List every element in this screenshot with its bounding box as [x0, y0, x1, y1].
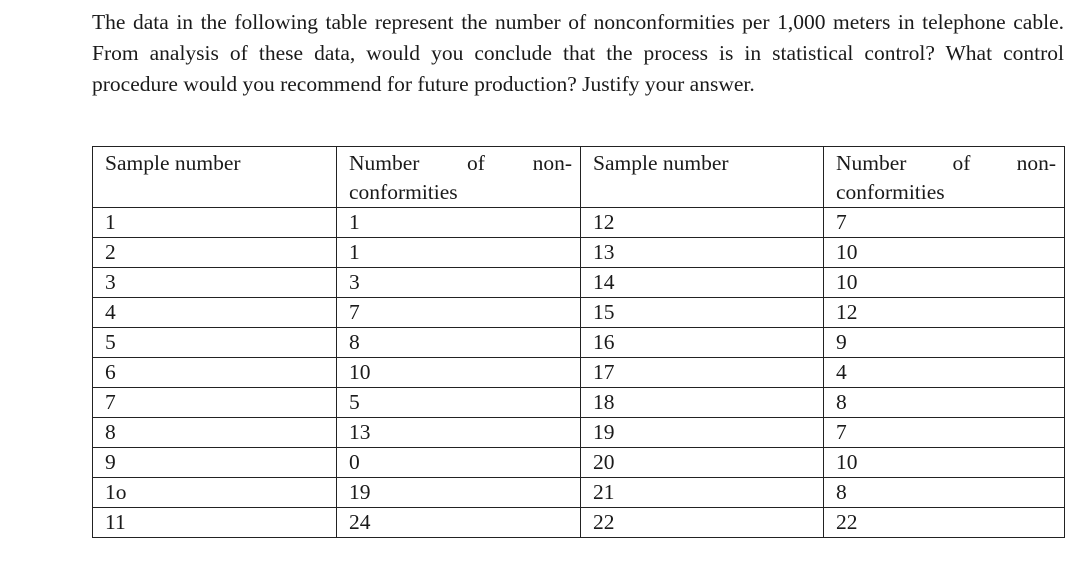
cell-sample-number: 16 — [581, 328, 824, 358]
cell-nonconformities: 1 — [337, 208, 581, 238]
cell-sample-number: 20 — [581, 448, 824, 478]
cell-sample-number: 19 — [581, 418, 824, 448]
header-number-of-nonconformities-2: Number of non- conformities — [824, 147, 1065, 208]
cell-sample-number: 1o — [93, 478, 337, 508]
cell-nonconformities: 7 — [824, 208, 1065, 238]
nonconformities-table — [92, 146, 1065, 538]
cell-sample-number: 13 — [581, 238, 824, 268]
cell-sample-number: 3 — [93, 268, 337, 298]
cell-nonconformities: 24 — [337, 508, 581, 538]
cell-nonconformities: 10 — [824, 238, 1065, 268]
cell-sample-number: 5 — [93, 328, 337, 358]
cell-nonconformities: 10 — [824, 268, 1065, 298]
header-number-of-nonconformities-1: Number of non- conformities — [337, 147, 581, 208]
cell-nonconformities: 7 — [824, 418, 1065, 448]
cell-nonconformities: 7 — [337, 298, 581, 328]
cell-sample-number: 7 — [93, 388, 337, 418]
header-sample-number-1: Sample number — [93, 147, 337, 208]
table-row — [93, 208, 1065, 238]
table-row — [93, 508, 1065, 538]
table-row — [93, 358, 1065, 388]
cell-sample-number: 9 — [93, 448, 337, 478]
cell-nonconformities: 13 — [337, 418, 581, 448]
cell-sample-number: 6 — [93, 358, 337, 388]
cell-sample-number: 11 — [93, 508, 337, 538]
cell-nonconformities: 22 — [824, 508, 1065, 538]
cell-nonconformities: 19 — [337, 478, 581, 508]
cell-nonconformities: 5 — [337, 388, 581, 418]
table-header-row — [93, 147, 1065, 208]
cell-sample-number: 4 — [93, 298, 337, 328]
table-row — [93, 388, 1065, 418]
table-row — [93, 328, 1065, 358]
table-row — [93, 238, 1065, 268]
cell-sample-number: 18 — [581, 388, 824, 418]
table-row — [93, 448, 1065, 478]
cell-sample-number: 17 — [581, 358, 824, 388]
cell-sample-number: 8 — [93, 418, 337, 448]
cell-nonconformities: 9 — [824, 328, 1065, 358]
cell-nonconformities: 8 — [824, 478, 1065, 508]
cell-nonconformities: 12 — [824, 298, 1065, 328]
cell-sample-number: 15 — [581, 298, 824, 328]
cell-sample-number: 22 — [581, 508, 824, 538]
cell-nonconformities: 3 — [337, 268, 581, 298]
cell-nonconformities: 0 — [337, 448, 581, 478]
question-paragraph: The data in the following table represent the number of nonconformities per 1,000 meters in telephone cable. From analysis of these data, would you conclude that the process is in statistical control? What control procedure would you recommend for future production? Justify your answer. — [92, 10, 1064, 96]
header-sample-number-2: Sample number — [581, 147, 824, 208]
table-row — [93, 298, 1065, 328]
cell-nonconformities: 8 — [337, 328, 581, 358]
cell-nonconformities: 10 — [337, 358, 581, 388]
table-row — [93, 478, 1065, 508]
cell-sample-number: 21 — [581, 478, 824, 508]
cell-nonconformities: 10 — [824, 448, 1065, 478]
cell-sample-number: 12 — [581, 208, 824, 238]
cell-nonconformities: 4 — [824, 358, 1065, 388]
cell-sample-number: 2 — [93, 238, 337, 268]
cell-nonconformities: 8 — [824, 388, 1065, 418]
cell-sample-number: 14 — [581, 268, 824, 298]
table-row — [93, 268, 1065, 298]
cell-nonconformities: 1 — [337, 238, 581, 268]
table-row — [93, 418, 1065, 448]
cell-sample-number: 1 — [93, 208, 337, 238]
